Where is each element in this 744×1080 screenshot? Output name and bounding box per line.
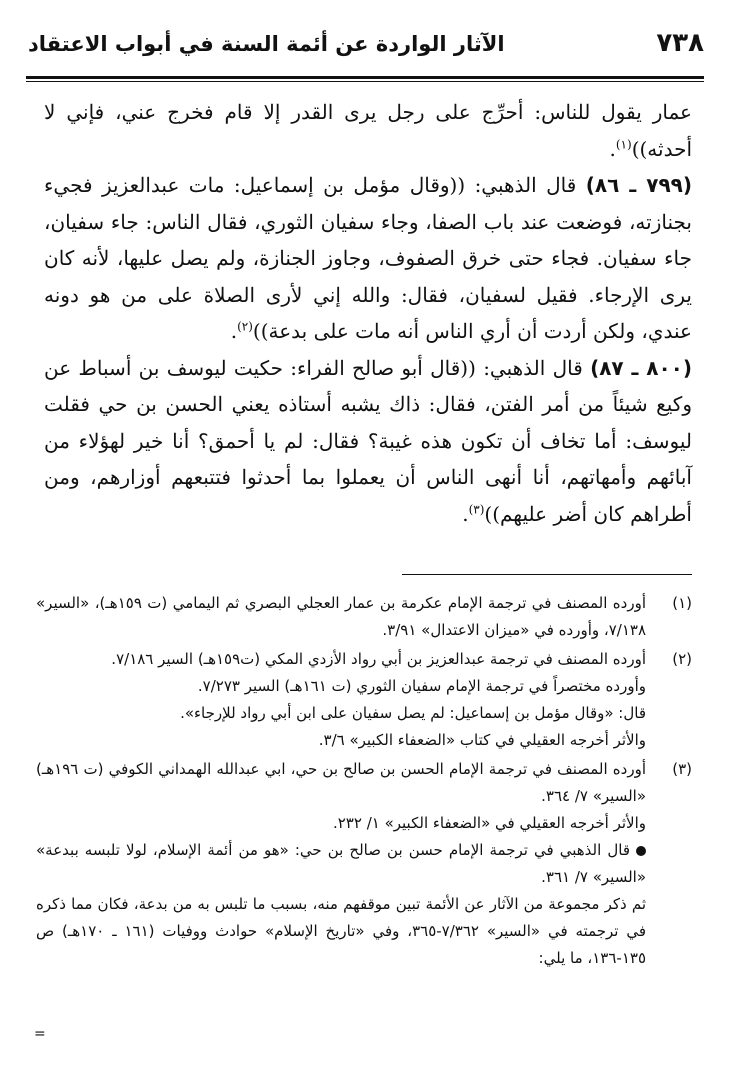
- footnotes: [36, 590, 692, 974]
- paragraph-1: عمار يقول للناس: أحرِّج على رجل يرى القدر إلا قام فخرج عني، فإني لا أحدثه))$^{(١)}$.: [44, 100, 692, 161]
- footnote-line: أورده المصنف في ترجمة الإمام الحسن بن صالح بن حي، ابي عبدالله الهمداني الكوفي (ت ١٩٦هـ) «السير» ٧/ ٣٦٤.: [36, 760, 646, 805]
- footnote-closing: ثم ذكر مجموعة من الآثار عن الأئمة تبين موقفهم منه، بسبب ما تلبس به من بدعة، فكان مما ذكره في ترجمته في «السير» ٧/٣٦٢-٣٦٥، وفي «تاريخ الإسلام» حوادث ووفيات (١٦١ ـ ١٧٠هـ) ص ١٣٥-١٣٦، ما يلي:: [36, 895, 647, 967]
- footnote-ref-2: (٢): [237, 319, 253, 334]
- page-number: ٧٣٨: [656, 28, 704, 58]
- running-title: الآثار الواردة عن أئمة السنة في أبواب الاعتقاد: [28, 32, 505, 56]
- footnote-line: وأورده مختصراً في ترجمة الإمام سفيان الثوري (ت ١٦١هـ) السير ٧/٢٧٣.: [197, 677, 646, 695]
- footnote-3: [36, 756, 692, 972]
- footnote-marker: (٣): [672, 760, 692, 778]
- footnote-bullet-line: قال الذهبي في ترجمة الإمام حسن بن صالح بن حي: «هو من أئمة الإسلام، لولا تلبسه ببدعة» «السير» ٧/ ٣٦١.: [36, 841, 646, 886]
- footnote-line: أورده المصنف في ترجمة عبدالعزيز بن أبي رواد الأزدي المكي (ت١٥٩هـ) السير ٧/١٨٦.: [111, 650, 646, 668]
- footnote-2: [36, 646, 692, 754]
- footnote-line: أورده المصنف في ترجمة الإمام عكرمة بن عمار العجلي البصري ثم اليمامي (ت ١٥٩هـ)، «السير» ٧/١٣٨، وأورده في «ميزان الاعتدال» ٣/٩١.: [36, 594, 646, 639]
- footnote-line: والأثر أخرجه العقيلي في «الضعفاء الكبير» ١/ ٢٣٢.: [332, 814, 646, 832]
- footnote-1: [36, 590, 692, 644]
- footnote-ref-3: (٣): [468, 501, 485, 516]
- footnote-ref-1: (١): [615, 136, 632, 151]
- margin-mark: =: [34, 1026, 46, 1042]
- bullet-icon: [636, 846, 646, 856]
- paragraph-2: (٧٩٩ ـ ٨٦) قال الذهبي: ((وقال مؤمل بن إسماعيل: مات عبدالعزيز فجيء بجنازته، فوضعت عند باب الصفا، وجاء سفيان الثوري، فقال الناس: جاء سفيان، جاء سفيان. فجاء حتى خرق الصفوف، وجاوز الجنازة، ولم يصل عليها، لأنه كان يرى الإرجاء. فقيل لسفيان، فقال: والله إني لأرى الصلاة على من هو دونه عندي، ولكن أردت أن أري الناس أنه مات على بدعة))$^{(٢)}$.: [44, 173, 693, 343]
- header-rule: [26, 76, 704, 82]
- footnote-marker: (١): [672, 594, 692, 612]
- paragraph-3: (٨٠٠ ـ ٨٧) قال الذهبي: ((قال أبو صالح الفراء: حكيت ليوسف بن أسباط عن وكيع شيئاً من أمر الفتن، فقال: ذاك يشبه أستاذه يعني الحسن بن حي فقلت ليوسف: أما تخاف أن تكون هذه غيبة؟ فقال: لم يا أحمق؟ أنا خير لهؤلاء من آبائهم وأمهاتهم، أنا أنهى الناس أن يعملوا بما أحدثوا فتتبعهم أوزارهم، ومن أطراهم كان أضر عليهم))$^{(٣)}$.: [44, 355, 693, 526]
- main-text: [44, 94, 692, 532]
- footnote-separator: [402, 574, 692, 575]
- footnote-line: والأثر أخرجه العقيلي في كتاب «الضعفاء الكبير» ٣/٦.: [318, 731, 646, 749]
- narration-number: (٧٩٩ ـ ٨٦): [585, 173, 693, 197]
- narration-number: (٨٠٠ ـ ٨٧): [590, 355, 693, 380]
- page-header: [28, 26, 704, 74]
- footnote-marker: (٢): [672, 650, 692, 668]
- footnote-line: قال: «وقال مؤمل بن إسماعيل: لم يصل سفيان على ابن أبي رواد للإرجاء».: [180, 704, 646, 722]
